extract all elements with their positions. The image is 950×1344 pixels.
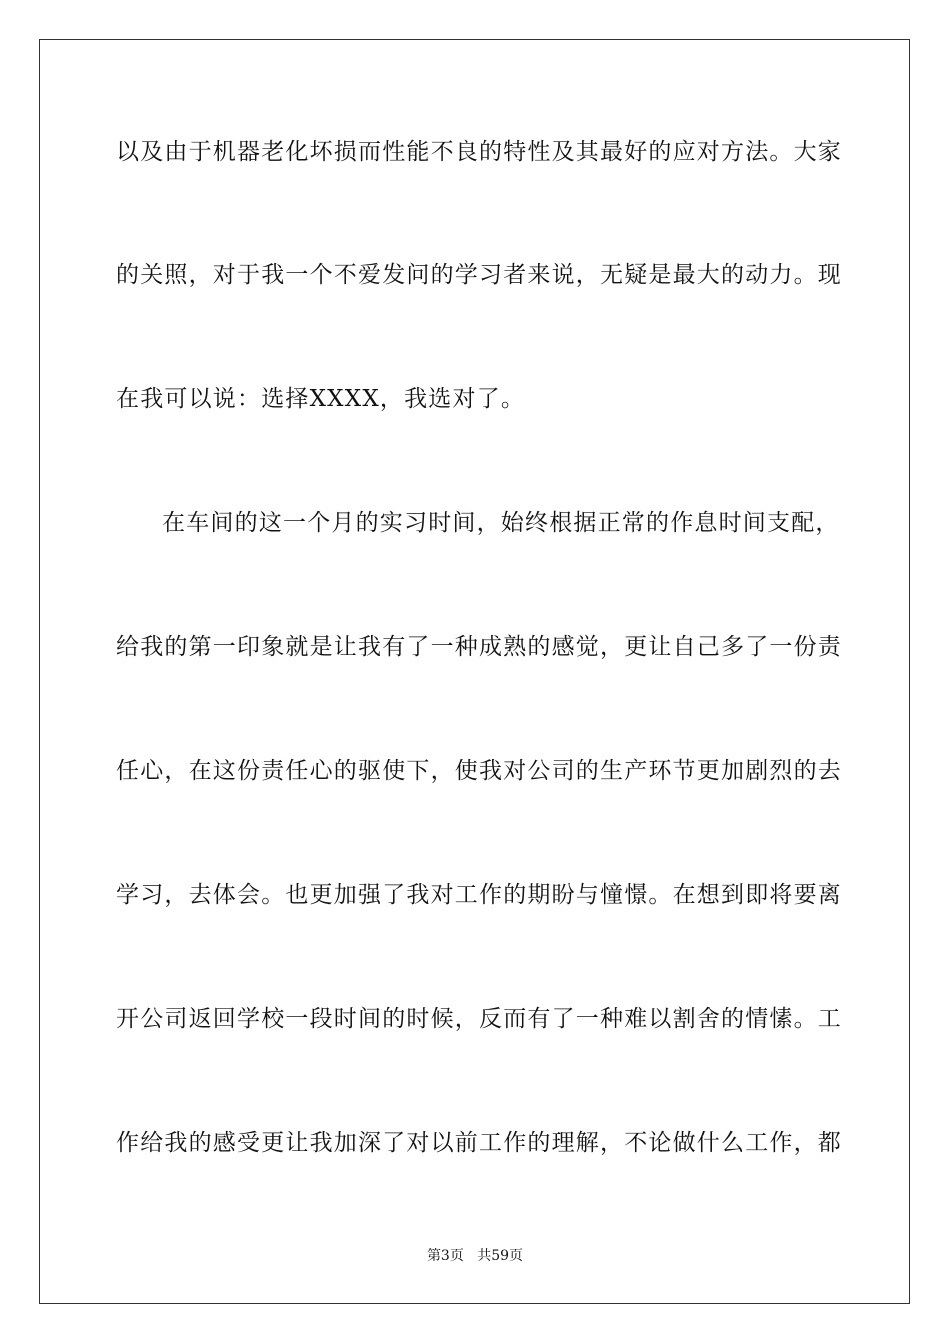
body-text-line: 以及由于机器老化坏损而性能不良的特性及其最好的应对方法。大家 — [116, 139, 842, 165]
body-text-line: 的关照，对于我一个不爱发问的学习者来说，无疑是最大的动力。现 — [116, 262, 842, 288]
page-frame — [39, 39, 910, 1304]
page-total: 共59页 — [477, 1248, 524, 1264]
body-text-line: 任心，在这份责任心的驱使下，使我对公司的生产环节更加剧烈的去 — [116, 758, 842, 784]
page-footer — [0, 1247, 950, 1265]
paragraph-start-line: 在车间的这一个月的实习时间，始终根据正常的作息时间支配， — [162, 510, 840, 536]
body-text-line: 给我的第一印象就是让我有了一种成熟的感觉，更让自己多了一份责 — [116, 634, 842, 660]
body-text-line: 学习，去体会。也更加强了我对工作的期盼与憧憬。在想到即将要离 — [116, 882, 842, 908]
body-text-line: 在我可以说：选择XXXX，我选对了。 — [116, 386, 526, 412]
body-text-line: 开公司返回学校一段时间的时候，反而有了一种难以割舍的情愫。工 — [116, 1006, 842, 1032]
body-text-line: 作给我的感受更让我加深了对以前工作的理解，不论做什么工作，都 — [116, 1130, 842, 1156]
page-number: 第3页 — [426, 1248, 464, 1264]
